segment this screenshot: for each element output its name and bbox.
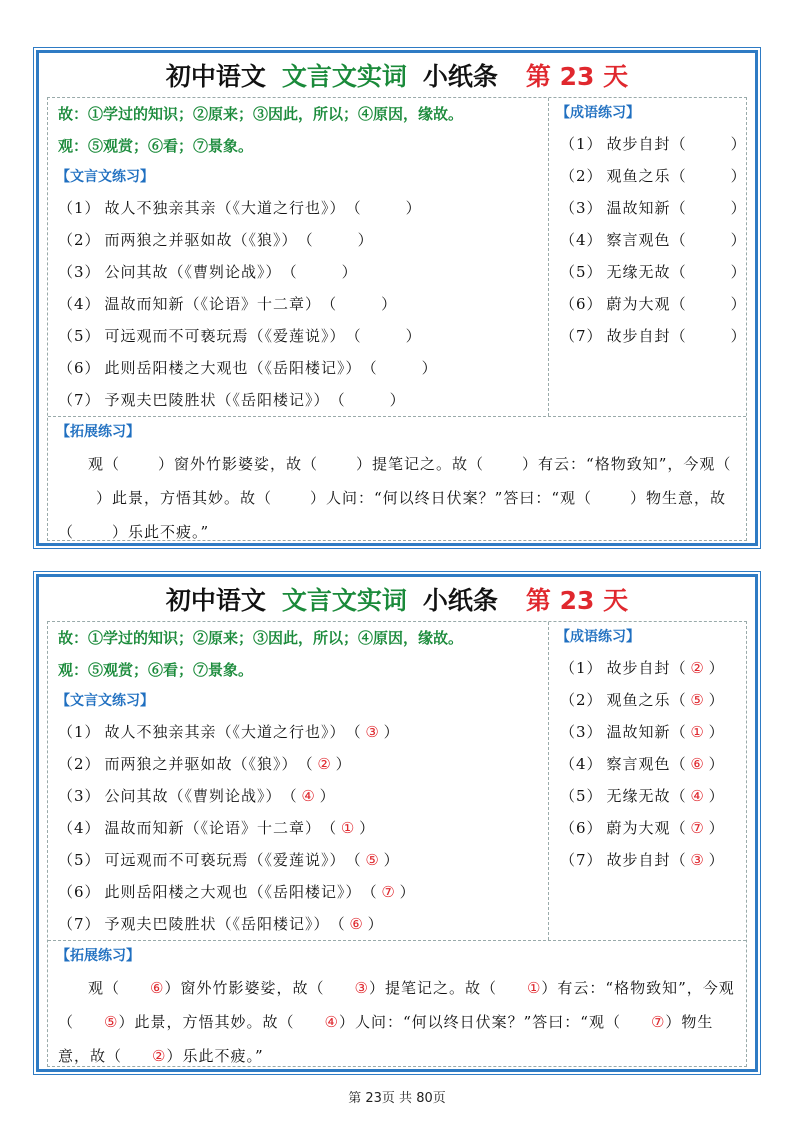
- bottom-panel: [48, 940, 746, 1066]
- paren-close: ）: [730, 167, 747, 185]
- answer-mark: ⑦: [381, 883, 396, 901]
- answer-mark: ⑤: [690, 691, 705, 709]
- left-panel: [48, 622, 549, 940]
- paragraph-text: ）人问：“何以终日伏案？”答曰：“观（: [338, 1013, 621, 1031]
- item-number: （7）: [560, 327, 603, 345]
- paren-open: （: [321, 819, 338, 837]
- card-title: [39, 577, 755, 621]
- item-number: （3）: [58, 263, 101, 281]
- item-text: 无缘无故: [606, 263, 671, 281]
- definitions: [48, 98, 548, 162]
- idiom-item: [548, 288, 746, 320]
- item-number: （2）: [58, 755, 101, 773]
- paragraph-text: 观（: [88, 455, 121, 473]
- answer-mark: ⑤: [104, 1013, 119, 1031]
- item-number: （2）: [58, 231, 101, 249]
- paragraph-text: ）物生意，故（: [58, 1013, 714, 1065]
- title-type: 小纸条: [422, 586, 498, 615]
- paren-open: （: [670, 263, 687, 281]
- classical-list: [48, 192, 548, 416]
- item-text: 温故知新: [606, 723, 671, 741]
- paren-open: （: [329, 915, 346, 933]
- paren-close: ）: [319, 787, 336, 805]
- paren-close: ）: [405, 327, 422, 345]
- item-text: 故人不独亲其亲（《大道之行也》）: [104, 199, 346, 217]
- item-text: 观鱼之乐: [606, 691, 671, 709]
- paren-close: ）: [381, 295, 398, 313]
- paren-open: （: [281, 787, 298, 805]
- item-text: 此则岳阳楼之大观也（《岳阳楼记》）: [104, 883, 362, 901]
- paren-open: （: [361, 883, 378, 901]
- item-number: （6）: [58, 883, 101, 901]
- card-title: [39, 53, 755, 97]
- worksheet-card-blank: [36, 50, 758, 546]
- paren-open: （: [670, 167, 687, 185]
- paren-open: （: [670, 787, 687, 805]
- bottom-panel: [48, 416, 746, 540]
- paragraph-text: ）乐此不疲。”: [166, 1047, 264, 1065]
- title-day: 第 23 天: [525, 586, 629, 615]
- answer-mark: ⑥: [690, 755, 705, 773]
- extended-paragraph: [48, 971, 746, 1073]
- classical-item: [48, 384, 548, 416]
- paren-open: （: [329, 391, 346, 409]
- classical-item: [48, 876, 548, 908]
- paren-open: （: [670, 851, 687, 869]
- paren-open: （: [321, 295, 338, 313]
- paren-close: ）: [730, 231, 747, 249]
- classical-item: [48, 224, 548, 256]
- definition-guan: 观：⑤观赏；⑥看；⑦景象。: [58, 661, 254, 679]
- item-text: 温故知新: [606, 199, 671, 217]
- paragraph-text: ）物生意，故（: [58, 489, 727, 541]
- item-text: 蔚为大观: [606, 819, 671, 837]
- paren-close: ）: [399, 883, 416, 901]
- paren-close: ）: [405, 199, 422, 217]
- item-number: （6）: [560, 295, 603, 313]
- paragraph-text: ）人问：“何以终日伏案？”答曰：“观（: [310, 489, 593, 507]
- paren-close: ）: [708, 755, 725, 773]
- item-number: （5）: [58, 327, 101, 345]
- item-number: （7）: [58, 391, 101, 409]
- paren-open: （: [297, 755, 314, 773]
- paragraph-text: ）乐此不疲。”: [112, 523, 210, 541]
- item-number: （2）: [560, 691, 603, 709]
- classical-item: [48, 256, 548, 288]
- section-idiom-heading: 【成语练习】: [556, 105, 640, 121]
- paragraph-text: ）窗外竹影婆娑，故（: [164, 979, 325, 997]
- item-text: 公问其故（《曹刿论战》）: [104, 787, 282, 805]
- section-classical-heading: 【文言文练习】: [56, 169, 154, 185]
- paren-close: ）: [389, 391, 406, 409]
- paren-open: （: [345, 723, 362, 741]
- idiom-list: [548, 652, 746, 876]
- paren-open: （: [670, 135, 687, 153]
- title-topic: 文言文实词: [281, 586, 407, 615]
- idiom-item: [548, 780, 746, 812]
- item-text: 察言观色: [606, 755, 671, 773]
- item-number: （3）: [560, 723, 603, 741]
- answer-mark: ⑥: [349, 915, 364, 933]
- item-text: 故步自封: [606, 659, 671, 677]
- title-subject: 初中语文: [165, 586, 266, 615]
- answer-mark: ①: [690, 723, 705, 741]
- paren-close: ）: [730, 295, 747, 313]
- paren-close: ）: [359, 819, 376, 837]
- answer-mark: ③: [690, 851, 705, 869]
- item-text: 观鱼之乐: [606, 167, 671, 185]
- item-number: （2）: [560, 167, 603, 185]
- item-number: （1）: [560, 135, 603, 153]
- item-text: 蔚为大观: [606, 295, 671, 313]
- classical-item: [48, 908, 548, 940]
- item-text: 而两狼之并驱如故（《狼》）: [104, 755, 298, 773]
- answer-mark: ⑥: [150, 979, 165, 997]
- paren-close: ）: [335, 755, 352, 773]
- item-number: （5）: [560, 263, 603, 281]
- item-number: （4）: [58, 819, 101, 837]
- paren-close: ）: [730, 199, 747, 217]
- classical-item: [48, 748, 548, 780]
- page-footer: 第 23页 共 80页: [348, 1091, 446, 1106]
- section-extended-heading: 【拓展练习】: [56, 424, 140, 440]
- item-text: 予观夫巴陵胜状（《岳阳楼记》）: [104, 391, 330, 409]
- classical-item: [48, 352, 548, 384]
- answer-mark: ②: [690, 659, 705, 677]
- item-number: （1）: [560, 659, 603, 677]
- idiom-item: [548, 812, 746, 844]
- answer-mark: ④: [301, 787, 316, 805]
- classical-item: [48, 812, 548, 844]
- section-classical-heading: 【文言文练习】: [56, 693, 154, 709]
- definition-gu: 故：①学过的知识；②原来；③因此，所以；④原因，缘故。: [58, 629, 464, 647]
- item-number: （4）: [58, 295, 101, 313]
- item-number: （7）: [560, 851, 603, 869]
- definitions: [48, 622, 548, 686]
- paragraph-text: ）此景，方悟其妙。故（: [96, 489, 273, 507]
- answer-mark: ④: [690, 787, 705, 805]
- worksheet-card-answers: [36, 574, 758, 1072]
- idiom-item: [548, 128, 746, 160]
- idiom-item: [548, 192, 746, 224]
- idiom-item: [548, 684, 746, 716]
- paragraph-text: ）此景，方悟其妙。故（: [118, 1013, 295, 1031]
- classical-item: [48, 716, 548, 748]
- classical-list: [48, 716, 548, 940]
- item-number: （6）: [58, 359, 101, 377]
- paren-open: （: [281, 263, 298, 281]
- answer-mark: ④: [324, 1013, 339, 1031]
- item-text: 温故而知新（《论语》十二章）: [104, 295, 322, 313]
- paren-close: ）: [421, 359, 438, 377]
- extended-paragraph: [48, 447, 746, 549]
- paren-close: ）: [730, 327, 747, 345]
- idiom-item: [548, 320, 746, 352]
- item-number: （3）: [560, 199, 603, 217]
- paren-open: （: [670, 723, 687, 741]
- paragraph-text: ）提笔记之。故（: [368, 979, 497, 997]
- paragraph-text: ）窗外竹影婆娑，故（: [158, 455, 319, 473]
- paren-open: （: [670, 659, 687, 677]
- right-panel: [548, 622, 746, 940]
- item-number: （5）: [560, 787, 603, 805]
- paren-close: ）: [383, 851, 400, 869]
- idiom-item: [548, 748, 746, 780]
- section-extended-heading: 【拓展练习】: [56, 948, 140, 964]
- item-number: （6）: [560, 819, 603, 837]
- idiom-list: [548, 128, 746, 352]
- answer-mark: ②: [152, 1047, 167, 1065]
- paren-close: ）: [357, 231, 374, 249]
- answer-mark: ③: [365, 723, 380, 741]
- idiom-item: [548, 256, 746, 288]
- item-text: 故人不独亲其亲（《大道之行也》）: [104, 723, 346, 741]
- item-text: 无缘无故: [606, 787, 671, 805]
- paren-close: ）: [367, 915, 384, 933]
- paren-close: ）: [730, 263, 747, 281]
- item-number: （1）: [58, 199, 101, 217]
- paren-close: ）: [708, 659, 725, 677]
- title-topic: 文言文实词: [281, 62, 407, 91]
- item-text: 温故而知新（《论语》十二章）: [104, 819, 322, 837]
- item-text: 可远观而不可亵玩焉（《爱莲说》）: [104, 327, 346, 345]
- classical-item: [48, 320, 548, 352]
- paren-open: （: [670, 199, 687, 217]
- paragraph-text: 观（: [88, 979, 121, 997]
- answer-mark: ⑦: [690, 819, 705, 837]
- answer-mark: ①: [340, 819, 356, 837]
- left-panel: [48, 98, 549, 416]
- item-number: （1）: [58, 723, 101, 741]
- content-grid: [47, 621, 747, 1067]
- paren-close: ）: [708, 819, 725, 837]
- title-subject: 初中语文: [165, 62, 266, 91]
- paren-open: （: [670, 327, 687, 345]
- paren-open: （: [345, 199, 362, 217]
- definition-gu: 故：①学过的知识；②原来；③因此，所以；④原因，缘故。: [58, 105, 464, 123]
- item-text: 公问其故（《曹刿论战》）: [104, 263, 282, 281]
- paren-close: ）: [708, 723, 725, 741]
- item-number: （5）: [58, 851, 101, 869]
- idiom-item: [548, 716, 746, 748]
- paren-open: （: [670, 755, 687, 773]
- title-type: 小纸条: [422, 62, 498, 91]
- answer-mark: ⑦: [650, 1013, 666, 1031]
- paren-open: （: [361, 359, 378, 377]
- paren-open: （: [345, 851, 362, 869]
- paren-open: （: [345, 327, 362, 345]
- paragraph-text: ）有云：“格物致知”，今观（: [58, 979, 735, 1031]
- paren-close: ）: [708, 851, 725, 869]
- idiom-item: [548, 160, 746, 192]
- paren-close: ）: [708, 787, 725, 805]
- paren-close: ）: [708, 691, 725, 709]
- item-text: 可远观而不可亵玩焉（《爱莲说》）: [104, 851, 346, 869]
- paren-open: （: [670, 819, 687, 837]
- paren-open: （: [670, 231, 687, 249]
- paren-open: （: [297, 231, 314, 249]
- paragraph-text: ）提笔记之。故（: [356, 455, 485, 473]
- paragraph-text: ）有云：“格物致知”，今观（: [522, 455, 732, 473]
- answer-mark: ①: [526, 979, 542, 997]
- item-number: （3）: [58, 787, 101, 805]
- section-idiom-heading: 【成语练习】: [556, 629, 640, 645]
- paren-open: （: [670, 691, 687, 709]
- answer-mark: ⑤: [365, 851, 380, 869]
- idiom-item: [548, 844, 746, 876]
- definition-guan: 观：⑤观赏；⑥看；⑦景象。: [58, 137, 254, 155]
- answer-mark: ③: [354, 979, 369, 997]
- right-panel: [548, 98, 746, 416]
- content-grid: [47, 97, 747, 541]
- item-number: （4）: [560, 755, 603, 773]
- item-text: 察言观色: [606, 231, 671, 249]
- item-text: 故步自封: [606, 327, 671, 345]
- item-text: 故步自封: [606, 135, 671, 153]
- item-text: 予观夫巴陵胜状（《岳阳楼记》）: [104, 915, 330, 933]
- paren-close: ）: [341, 263, 358, 281]
- paren-close: ）: [383, 723, 400, 741]
- answer-mark: ②: [317, 755, 332, 773]
- idiom-item: [548, 652, 746, 684]
- title-day: 第 23 天: [525, 62, 629, 91]
- item-number: （4）: [560, 231, 603, 249]
- paren-close: ）: [730, 135, 747, 153]
- classical-item: [48, 288, 548, 320]
- classical-item: [48, 844, 548, 876]
- item-text: 此则岳阳楼之大观也（《岳阳楼记》）: [104, 359, 362, 377]
- item-number: （7）: [58, 915, 101, 933]
- idiom-item: [548, 224, 746, 256]
- paren-open: （: [670, 295, 687, 313]
- classical-item: [48, 780, 548, 812]
- classical-item: [48, 192, 548, 224]
- item-text: 故步自封: [606, 851, 671, 869]
- item-text: 而两狼之并驱如故（《狼》）: [104, 231, 298, 249]
